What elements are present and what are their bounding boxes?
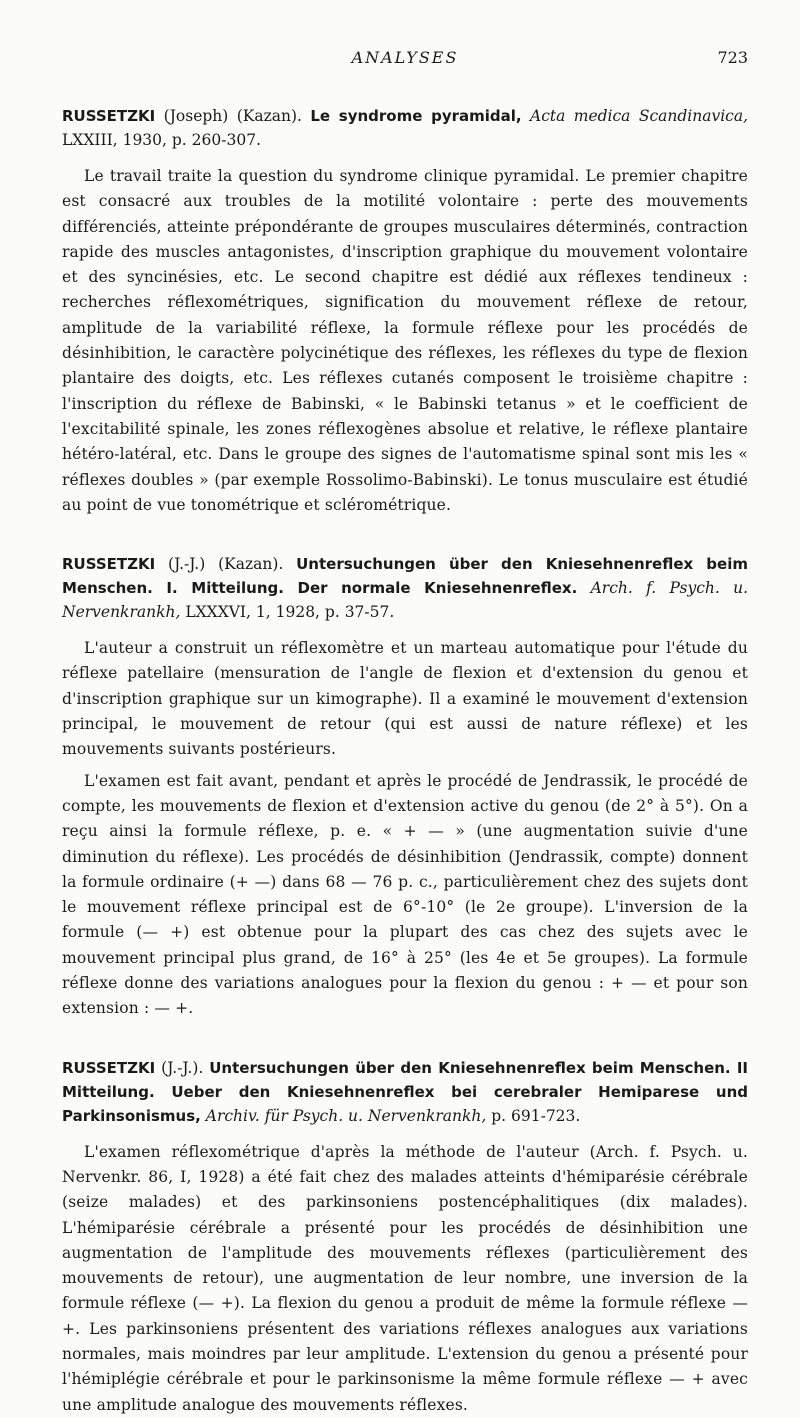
abstract-paragraph: L'auteur a construit un réflexomètre et un marteau automatique pour l'étude du réflexe patellaire (mensuration de l'angle de flexion et d'extension du genou et d'inscription graphique sur un kimographe). Il a examiné le mouvement d'extension principal, le mouvement de retour (qui est aussi de nature réflexe) et les mouvements suivants postérieurs. (62, 639, 748, 759)
entry-heading (62, 1056, 748, 1128)
abstract-entry-1 (62, 104, 748, 518)
running-title: ANALYSES (351, 48, 459, 67)
journal-name: Arch. f. Psych. u. Nervenkrankh, (62, 579, 748, 622)
journal-reference: LXXIII, 1930, p. 260-307. (62, 131, 261, 149)
running-head (62, 0, 748, 70)
author-name: RUSSETZKI (62, 1058, 156, 1077)
page-number: 723 (717, 48, 748, 67)
abstract-entry-2 (62, 552, 748, 1021)
author-name: RUSSETZKI (62, 555, 156, 574)
abstract-paragraph: L'examen réflexométrique d'après la méthode de l'auteur (Arch. f. Psych. u. Nervenkr. 86, I, 1928) a été fait chez des malades atteints d'hémiparésie cérébrale (seize malades) et des parkinsoniens postencéphalitiques (dix malades). L'hémiparésie cérébrale a présenté pour les procédés de désinhibition une augmentation de l'amplitude des mouvements réflexes (particulièrement des mouvements de retour), une augmentation de leur nombre, une inversion de la formule réflexe (— +). La flexion du genou a produit de même la formule réflexe — +. Les parkinsoniens présentent des variations réflexes analogues aux variations normales, mais moindres par leur amplitude. L'extension du genou a présenté pour l'hémiplégie cérébrale et pour le parkinsonisme la même formule réflexe — + avec une amplitude analogue des mouvements réflexes. (62, 1142, 748, 1414)
entry-heading (62, 104, 748, 152)
author-given: (Joseph) (163, 107, 229, 125)
article-title: Le syndrome pyramidal, (310, 107, 522, 125)
journal-reference: LXXXVI, 1, 1928, p. 37-57. (185, 603, 395, 622)
article-title: Untersuchungen über den Kniesehnenreflex beim Menschen. I. Mitteilung. Der normale Kniesehnenreflex. (62, 555, 748, 598)
author-city: (Kazan). (218, 555, 284, 574)
author-name: RUSSETZKI (62, 107, 156, 125)
author-given: (J.-J.) (168, 555, 206, 574)
abstract-paragraph: Le travail traite la question du syndrome clinique pyramidal. Le premier chapitre est consacré aux troubles de la motilité volontaire : perte des mouvements différenciés, atteinte prépondérante de groupes musculaires déterminés, contraction rapide des muscles antagonistes, d'inscription graphique du mouvement volontaire et des syncinésies, etc. Le second chapitre est dédié aux réflexes tendineux : recherches réflexométriques, signification du mouvement réflexe de retour, amplitude de la variabilité réflexe, la formule réflexe pour les procédés de désinhibition, le caractère polycinétique des réflexes, les réflexes du type de flexion plantaire des doigts, etc. Les réflexes cutanés composent le troisième chapitre : l'inscription du réflexe de Babinski, « le Babinski tetanus » et le coefficient de l'excitabilité spinale, les zones réflexogènes absolue et relative, le réflexe plantaire hétéro-latéral, etc. Dans le groupe des signes de l'automatisme spinal sont mis les « réflexes doubles » (par exemple Rossolimo-Babinski). Le tonus musculaire est étudié au point de vue tonométrique et sclérométrique. (62, 167, 748, 514)
journal-name: Acta medica Scandinavica, (530, 107, 749, 125)
journal-reference: p. 691-723. (491, 1106, 581, 1125)
author-given: (J.-J.). (161, 1058, 204, 1077)
entry-heading (62, 552, 748, 624)
journal-name: Archiv. für Psych. u. Nervenkrankh, (205, 1106, 487, 1125)
abstract-entry-3 (62, 1056, 748, 1418)
author-city: (Kazan). (236, 107, 302, 125)
article-title: Untersuchungen über den Kniesehnenreflex beim Menschen. II Mitteilung. Ueber den Kniesehnenreflex bei cerebraler Hemiparese und Parkinsonismus, (62, 1058, 748, 1125)
abstract-paragraph: L'examen est fait avant, pendant et après le procédé de Jendrassik, le procédé de compte, les mouvements de flexion et d'extension active du genou (de 2° à 5°). On a reçu ainsi la formule réflexe, p. e. « + — » (une augmentation suivie d'une diminution du réflexe). Les procédés de désinhibition (Jendrassik, compte) donnent la formule ordinaire (+ —) dans 68 — 76 p. c., particulièrement chez des sujets dont le mouvement réflexe principal est de 6°-10° (le 2e groupe). L'inversion de la formule (— +) est obtenue pour la plupart des cas chez des sujets avec le mouvement principal plus grand, de 16° à 25° (les 4e et 5e groupes). La formule réflexe donne des variations analogues pour la flexion du genou : + — et pour son extension : — +. (62, 771, 748, 1018)
